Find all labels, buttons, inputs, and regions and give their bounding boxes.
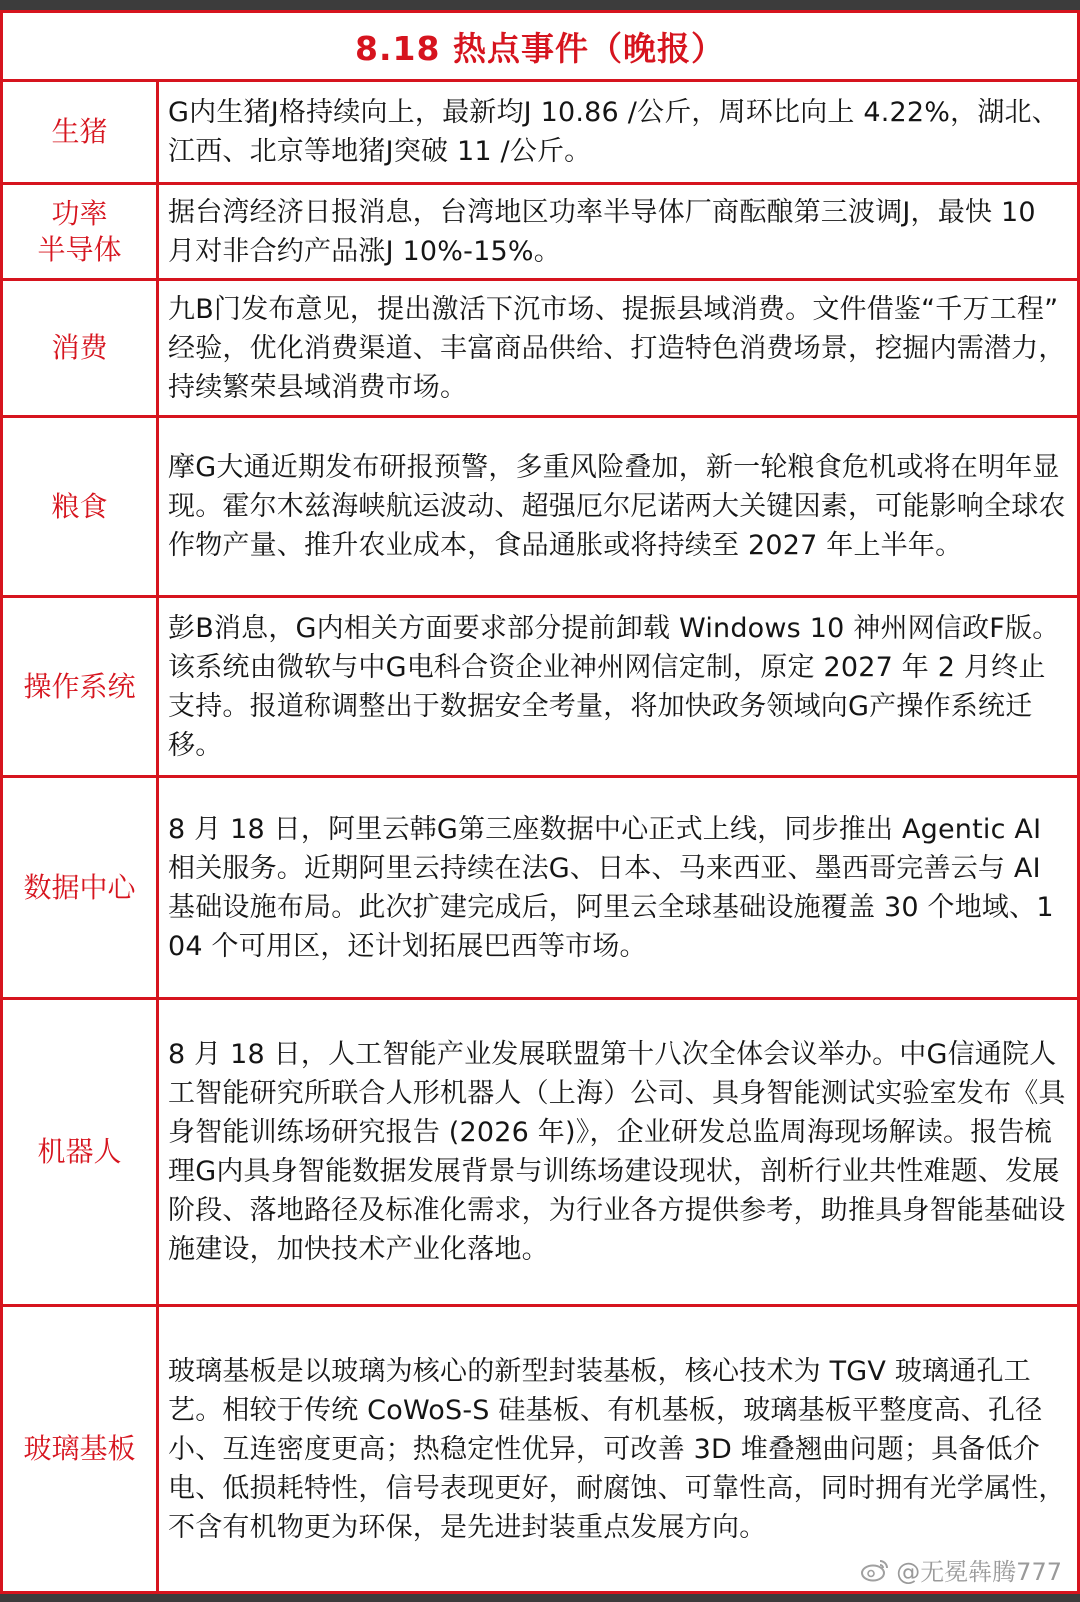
watermark-text: @无冕犇腾777 xyxy=(896,1558,1062,1586)
table-row-operating-system xyxy=(3,598,1077,778)
table-row-power-semiconductor xyxy=(3,185,1077,281)
table-row-grain xyxy=(3,418,1077,598)
row-label: 机器人 xyxy=(3,1000,159,1304)
table-row-consumption xyxy=(3,281,1077,418)
weibo-icon xyxy=(860,1558,890,1582)
table-row-data-center xyxy=(3,778,1077,1000)
row-text: 玻璃基板是以玻璃为核心的新型封装基板，核心技术为 TGV 玻璃通孔工艺。相较于传统 CoWoS-S 硅基板、有机基板，玻璃基板平整度高、孔径小、互连密度更高；热稳定性优异，可改善 3D 堆叠翘曲问题；具备低介电、低损耗特性，信号表现更好，耐腐蚀、可靠性高，同时拥有光学属性，不含有机物更为环保，是先进封装重点发展方向。 xyxy=(168,1355,1066,1543)
row-label: 功率 半导体 xyxy=(3,185,159,278)
row-text: 据台湾经济日报消息，台湾地区功率半导体厂商酝酿第三波调J，最快 10 月对非合约产品涨J 10%-15%。 xyxy=(168,196,1036,267)
table-row-robot xyxy=(3,1000,1077,1307)
row-label: 粮食 xyxy=(3,418,159,595)
table-row-hog xyxy=(3,82,1077,185)
row-label: 生猪 xyxy=(3,82,159,182)
page-title: 8.18 热点事件（晚报） xyxy=(3,13,1077,82)
row-label: 数据中心 xyxy=(3,778,159,997)
row-text: 8 月 18 日，阿里云韩G第三座数据中心正式上线，同步推出 Agentic AI 相关服务。近期阿里云持续在法G、日本、马来西亚、墨西哥完善云与 AI 基础设施布局。此次扩建完成后，阿里云全球基础设施覆盖 30 个地域、104 个可用区，还计划拓展巴西等市场。 xyxy=(168,813,1054,962)
row-text: 九B门发布意见，提出激活下沉市场、提振县域消费。文件借鉴“千万工程” 经验，优化消费渠道、丰富商品供给、打造特色消费场景，挖掘内需潜力，持续繁荣县域消费市场。 xyxy=(168,293,1066,403)
row-label: 玻璃基板 xyxy=(3,1307,159,1591)
row-text: 摩G大通近期发布研报预警，多重风险叠加，新一轮粮食危机或将在明年显现。霍尔木兹海峡航运波动、超强厄尔尼诺两大关键因素，可能影响全球农作物产量、推升农业成本，食品通胀或将持续至 2027 年上半年。 xyxy=(168,452,1066,561)
row-label: 消费 xyxy=(3,281,159,415)
row-label: 操作系统 xyxy=(3,598,159,775)
row-text: G内生猪J格持续向上，最新均J 10.86 /公斤，周环比向上 4.22%，湖北、江西、北京等地猪J突破 11 /公斤。 xyxy=(168,97,1059,167)
row-text: 8 月 18 日，人工智能产业发展联盟第十八次全体会议举办。中G信通院人工智能研究所联合人形机器人（上海）公司、具身智能测试实验室发布《具身智能训练场研究报告 (2026 年)》，企业研发总监周海现场解读。报告梳理G内具身智能数据发展背景与训练场建设现状，剖析行业共性难题、发展阶段、落地路径及标准化需求，为行业各方提供参考，助推具身智能基础设施建设，加快技术产业化落地。 xyxy=(168,1039,1066,1265)
row-text: 彭B消息，G内相关方面要求部分提前卸载 Windows 10 神州网信政F版。该系统由微软与中G电科合资企业神州网信定制，原定 2027 年 2 月终止支持。报道称调整出于数据安全考量，将加快政务领域向G产操作系统迁移。 xyxy=(168,612,1060,761)
hot-events-table xyxy=(0,10,1080,1594)
watermark xyxy=(860,1552,1062,1587)
table-row-glass-substrate xyxy=(3,1307,1077,1591)
